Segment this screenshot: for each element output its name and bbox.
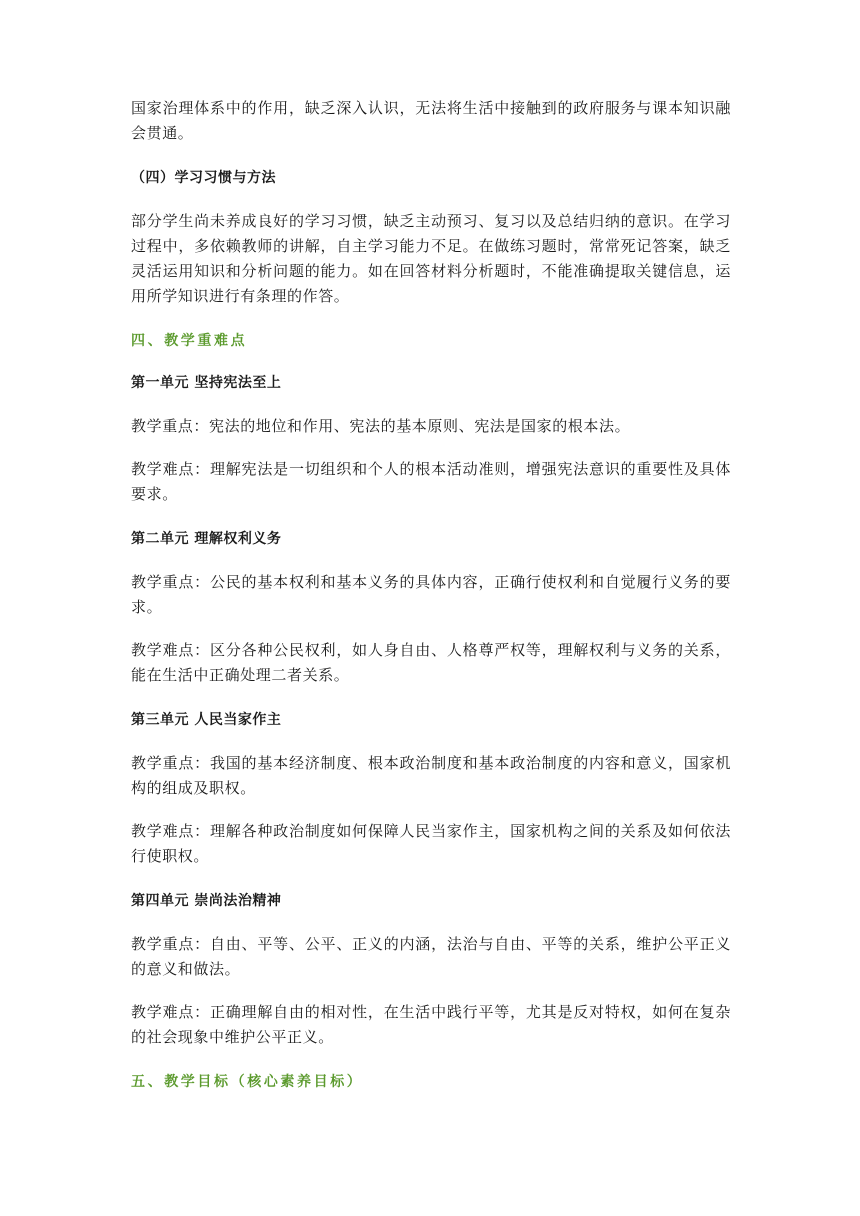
unit1-difficult-point: 教学难点：理解宪法是一切组织和个人的根本活动准则，增强宪法意识的重要性及具体要求。 bbox=[131, 460, 731, 503]
subheading-study-habits: （四）学习习惯与方法 bbox=[131, 170, 276, 186]
unit3-difficult-point: 教学难点：理解各种政治制度如何保障人民当家作主，国家机构之间的关系及如何依法行使职权。 bbox=[131, 822, 731, 865]
unit2-difficult-point: 教学难点：区分各种公民权利，如人身自由、人格尊严权等，理解权利与义务的关系，能在生活中正确处理二者关系。 bbox=[131, 641, 731, 684]
unit-heading-4: 第四单元 崇尚法治精神 bbox=[131, 893, 282, 909]
unit2-key-point: 教学重点：公民的基本权利和基本义务的具体内容，正确行使权利和自觉履行义务的要求。 bbox=[131, 573, 731, 616]
unit-heading-1: 第一单元 坚持宪法至上 bbox=[131, 375, 282, 391]
unit-heading-2: 第二单元 理解权利义务 bbox=[131, 531, 282, 547]
unit4-difficult-point: 教学难点：正确理解自由的相对性，在生活中践行平等，尤其是反对特权，如何在复杂的社会现象中维护公平正义。 bbox=[131, 1003, 731, 1046]
unit4-key-point: 教学重点：自由、平等、公平、正义的内涵，法治与自由、平等的关系，维护公平正义的意义和做法。 bbox=[131, 935, 731, 978]
document-body bbox=[131, 96, 731, 1093]
section-heading-teaching-objectives: 五、教学目标（核心素养目标） bbox=[131, 1074, 364, 1090]
paragraph-governance-continued: 国家治理体系中的作用，缺乏深入认识，无法将生活中接触到的政府服务与课本知识融会贯通。 bbox=[131, 99, 731, 142]
section-heading-key-difficult-points: 四、教学重难点 bbox=[131, 333, 248, 349]
paragraph-study-habits: 部分学生尚未养成良好的学习习惯，缺乏主动预习、复习以及总结归纳的意识。在学习过程中，多依赖教师的讲解，自主学习能力不足。在做练习题时，常常死记答案，缺乏灵活运用知识和分析问题的能力。如在回答材料分析题时，不能准确提取关键信息，运用所学知识进行有条理的作答。 bbox=[131, 212, 731, 305]
unit1-key-point: 教学重点：宪法的地位和作用、宪法的基本原则、宪法是国家的根本法。 bbox=[131, 417, 631, 435]
unit-heading-3: 第三单元 人民当家作主 bbox=[131, 712, 282, 728]
unit3-key-point: 教学重点：我国的基本经济制度、根本政治制度和基本政治制度的内容和意义，国家机构的组成及职权。 bbox=[131, 754, 731, 797]
